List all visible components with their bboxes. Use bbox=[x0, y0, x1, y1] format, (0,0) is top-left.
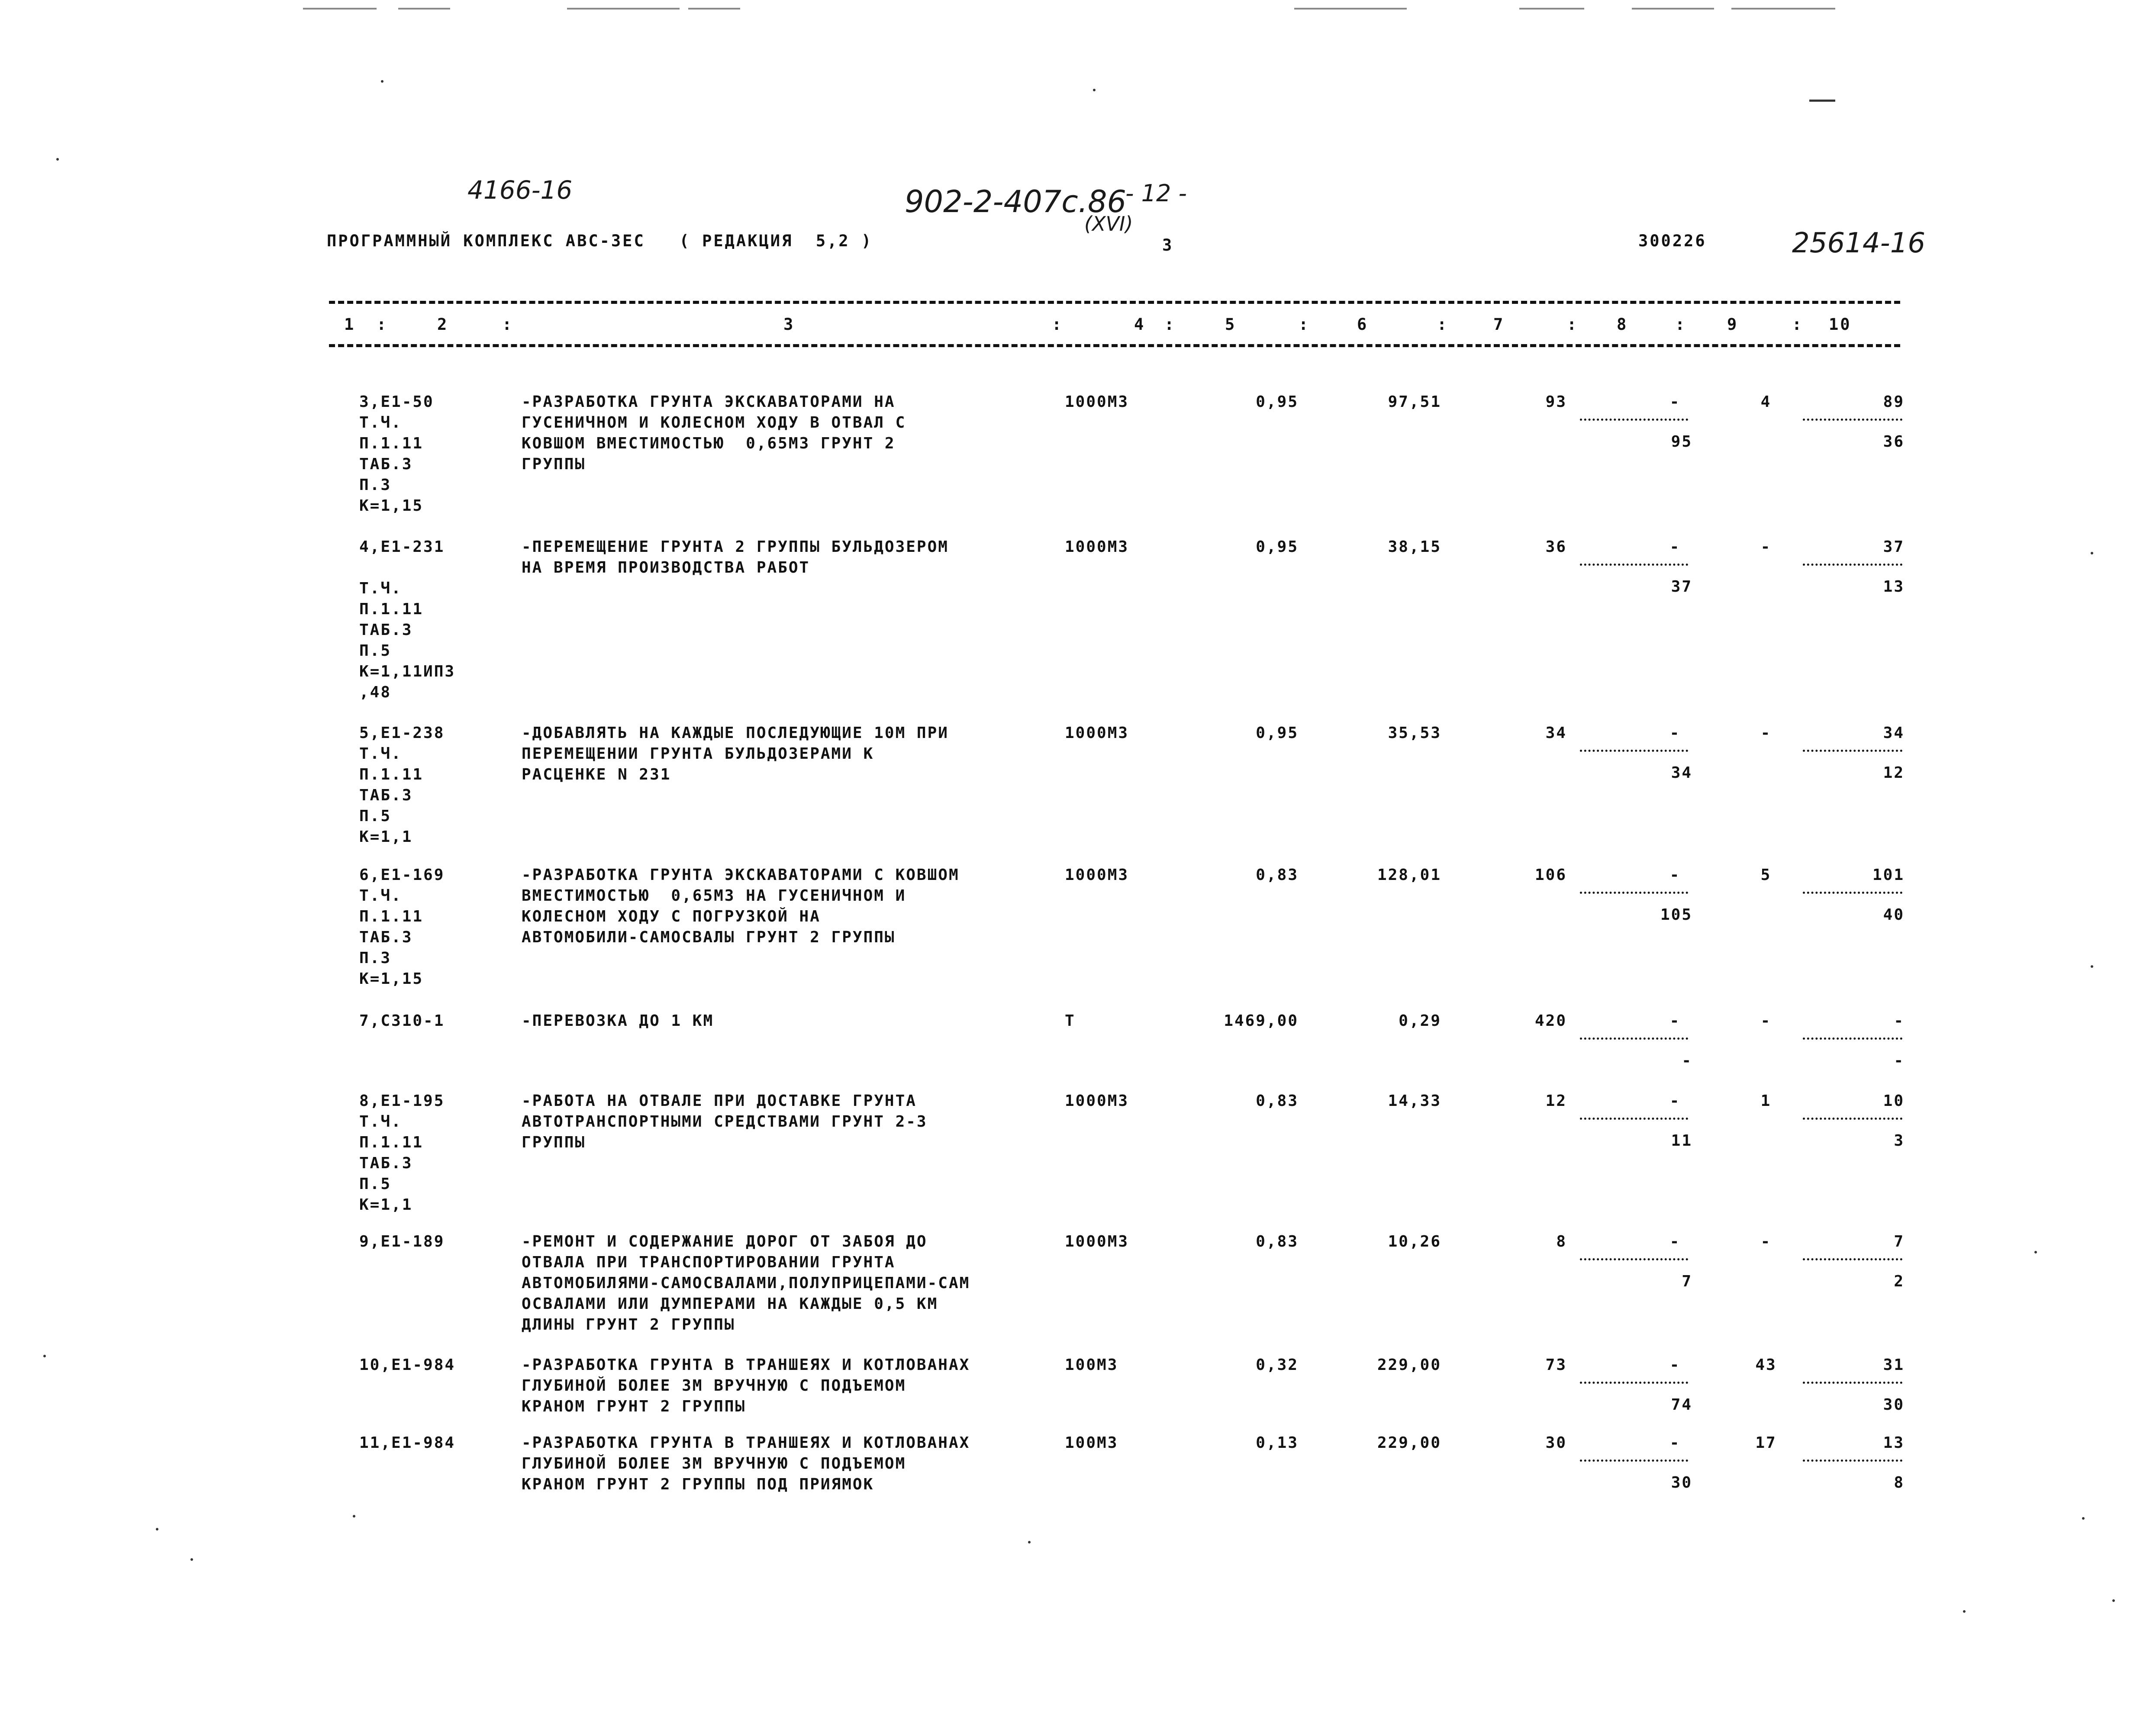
row-col8-bottom: 30 bbox=[1671, 1474, 1692, 1492]
row-description: -ПЕРЕМЕЩЕНИЕ ГРУНТА 2 ГРУППЫ БУЛЬДОЗЕРОМ НА ВРЕМЯ ПРОИЗВОДСТВА РАБОТ bbox=[522, 538, 949, 577]
col-separator-8: : bbox=[1792, 315, 1804, 334]
row-total: 73 bbox=[1545, 1356, 1567, 1374]
row-unit: 1000МЗ bbox=[1065, 1092, 1129, 1110]
fraction-line bbox=[1803, 1258, 1902, 1260]
col-separator-0: : bbox=[377, 315, 388, 334]
row-total: 12 bbox=[1545, 1092, 1567, 1110]
handwritten-doc-right: 25614-16 bbox=[1792, 227, 1926, 259]
row-col10-bottom: - bbox=[1894, 1052, 1905, 1070]
col-separator-4: : bbox=[1299, 315, 1310, 334]
row-col9: - bbox=[1760, 538, 1772, 556]
row-code: 11,Е1-984 bbox=[359, 1434, 456, 1452]
row-col10-top: 10 bbox=[1883, 1092, 1905, 1110]
row-unit-price: 229,00 bbox=[1377, 1434, 1441, 1452]
row-col10-top: 31 bbox=[1883, 1356, 1905, 1374]
col-separator-2: : bbox=[1052, 315, 1063, 334]
row-col10-top: 34 bbox=[1883, 724, 1905, 742]
fraction-line bbox=[1803, 419, 1902, 421]
row-col8-bottom: 95 bbox=[1671, 433, 1692, 451]
row-col9: 1 bbox=[1760, 1092, 1772, 1110]
handwritten-doc-center: 902-2-407c.86 bbox=[905, 184, 1127, 219]
row-unit: 1000МЗ bbox=[1065, 538, 1129, 556]
col-separator-1: : bbox=[502, 315, 514, 334]
fraction-line bbox=[1580, 564, 1688, 566]
row-unit: 1000МЗ bbox=[1065, 724, 1129, 742]
row-total: 420 bbox=[1534, 1012, 1567, 1030]
row-col9: - bbox=[1760, 1233, 1772, 1250]
row-quantity: 0,95 bbox=[1256, 724, 1299, 742]
row-description: -РАЗРАБОТКА ГРУНТА В ТРАНШЕЯХ И КОТЛОВАНАХ ГЛУБИНОЙ БОЛЕЕ 3М ВРУЧНУЮ С ПОДЪЕМОМ КРАНОМ ГРУНТ 2 ГРУППЫ bbox=[522, 1356, 970, 1415]
col-num: 3 bbox=[783, 315, 795, 334]
row-unit-price: 128,01 bbox=[1377, 866, 1441, 884]
col-num: 6 bbox=[1357, 315, 1369, 334]
row-unit-price: 38,15 bbox=[1388, 538, 1441, 556]
row-description: -РАЗРАБОТКА ГРУНТА ЭКСКАВАТОРАМИ С КОВШОМ ВМЕСТИМОСТЬЮ 0,65МЗ НА ГУСЕНИЧНОМ И КОЛЕСНОМ ХОДУ С ПОГРУЗКОЙ НА АВТОМОБИЛИ-САМОСВАЛЫ ГРУНТ 2 ГРУППЫ bbox=[522, 866, 960, 946]
row-col8-top: - bbox=[1669, 1356, 1681, 1374]
row-col10-bottom: 40 bbox=[1883, 906, 1905, 924]
handwritten-doc-center-sub: (XVI) bbox=[1084, 212, 1133, 235]
fraction-line bbox=[1580, 1460, 1688, 1462]
row-code: 3,Е1-50 Т.Ч. П.1.11 ТАБ.3 П.3 К=1,15 bbox=[359, 393, 434, 515]
fraction-line bbox=[1580, 1382, 1688, 1384]
row-col10-top: 89 bbox=[1883, 393, 1905, 411]
row-col9: 5 bbox=[1760, 866, 1772, 884]
row-col9: 43 bbox=[1755, 1356, 1777, 1374]
row-description: -ДОБАВЛЯТЬ НА КАЖДЫЕ ПОСЛЕДУЮЩИЕ 10М ПРИ ПЕРЕМЕЩЕНИИ ГРУНТА БУЛЬДОЗЕРАМИ К РАСЦЕНКЕ N 231 bbox=[522, 724, 949, 783]
row-total: 8 bbox=[1556, 1233, 1567, 1250]
fraction-line bbox=[1803, 750, 1902, 752]
row-col8-top: - bbox=[1669, 866, 1681, 884]
col-num: 7 bbox=[1493, 315, 1505, 334]
row-unit-price: 0,29 bbox=[1399, 1012, 1441, 1030]
row-col10-bottom: 12 bbox=[1883, 764, 1905, 782]
row-col8-bottom: 74 bbox=[1671, 1396, 1692, 1414]
row-code: 10,Е1-984 bbox=[359, 1356, 456, 1374]
row-code: 8,Е1-195 Т.Ч. П.1.11 ТАБ.3 П.5 К=1,1 bbox=[359, 1092, 445, 1214]
fraction-line bbox=[1803, 1037, 1902, 1040]
col-num: 5 bbox=[1225, 315, 1237, 334]
fraction-line bbox=[1803, 1382, 1902, 1384]
row-col10-top: 7 bbox=[1894, 1233, 1905, 1250]
row-col10-top: 37 bbox=[1883, 538, 1905, 556]
row-quantity: 0,95 bbox=[1256, 393, 1299, 411]
col-num: 2 bbox=[437, 315, 449, 334]
fraction-line bbox=[1803, 564, 1902, 566]
row-total: 36 bbox=[1545, 538, 1567, 556]
row-description: -РАЗРАБОТКА ГРУНТА ЭКСКАВАТОРАМИ НА ГУСЕНИЧНОМ И КОЛЕСНОМ ХОДУ В ОТВАЛ С КОВШОМ ВМЕСТИМОСТЬЮ 0,65МЗ ГРУНТ 2 ГРУППЫ bbox=[522, 393, 906, 473]
fraction-line bbox=[1580, 1037, 1688, 1040]
handwritten-doc-left: 4166-16 bbox=[467, 175, 573, 205]
row-unit-price: 10,26 bbox=[1388, 1233, 1441, 1250]
row-unit-price: 35,53 bbox=[1388, 724, 1441, 742]
row-unit: 1000МЗ bbox=[1065, 866, 1129, 884]
row-col8-top: - bbox=[1669, 724, 1681, 742]
row-col10-bottom: 13 bbox=[1883, 578, 1905, 596]
row-description: -РАЗРАБОТКА ГРУНТА В ТРАНШЕЯХ И КОТЛОВАНАХ ГЛУБИНОЙ БОЛЕЕ 3М ВРУЧНУЮ С ПОДЪЕМОМ КРАНОМ ГРУНТ 2 ГРУППЫ ПОД ПРИЯМОК bbox=[522, 1434, 970, 1493]
row-quantity: 1469,00 bbox=[1224, 1012, 1299, 1030]
row-unit: 100МЗ bbox=[1065, 1356, 1118, 1374]
col-separator-6: : bbox=[1567, 315, 1579, 334]
row-col10-bottom: 3 bbox=[1894, 1132, 1905, 1150]
row-col8-bottom: 105 bbox=[1660, 906, 1692, 924]
row-unit: 1000МЗ bbox=[1065, 1233, 1129, 1250]
fraction-line bbox=[1580, 750, 1688, 752]
row-col10-bottom: 36 bbox=[1883, 433, 1905, 451]
row-col9: 4 bbox=[1760, 393, 1772, 411]
page-number: 3 bbox=[1162, 236, 1174, 255]
row-total: 30 bbox=[1545, 1434, 1567, 1452]
row-unit: 1000МЗ bbox=[1065, 393, 1129, 411]
row-col8-top: - bbox=[1669, 1012, 1681, 1030]
fraction-line bbox=[1580, 892, 1688, 894]
row-col8-bottom: 34 bbox=[1671, 764, 1692, 782]
fraction-line bbox=[1580, 1118, 1688, 1120]
row-description: -РАБОТА НА ОТВАЛЕ ПРИ ДОСТАВКЕ ГРУНТА АВТОТРАНСПОРТНЫМИ СРЕДСТВАМИ ГРУНТ 2-3 ГРУППЫ bbox=[522, 1092, 928, 1151]
row-code: 9,Е1-189 bbox=[359, 1233, 445, 1250]
header-rule-top bbox=[329, 301, 1900, 304]
row-code: 5,Е1-238 Т.Ч. П.1.11 ТАБ.3 П.5 К=1,1 bbox=[359, 724, 445, 846]
row-col8-bottom: 37 bbox=[1671, 578, 1692, 596]
row-col10-bottom: 8 bbox=[1894, 1474, 1905, 1492]
row-quantity: 0,83 bbox=[1256, 1092, 1299, 1110]
row-col9: - bbox=[1760, 1012, 1772, 1030]
col-num: 10 bbox=[1829, 315, 1852, 334]
row-col8-bottom: 11 bbox=[1671, 1132, 1692, 1150]
header-rule-bottom bbox=[329, 344, 1900, 347]
row-total: 106 bbox=[1534, 866, 1567, 884]
row-col8-bottom: 7 bbox=[1682, 1273, 1692, 1290]
col-separator-3: : bbox=[1164, 315, 1176, 334]
row-quantity: 0,95 bbox=[1256, 538, 1299, 556]
row-code: 4,Е1-231 Т.Ч. П.1.11 ТАБ.3 П.5 К=1,11ИП3 ,48 bbox=[359, 538, 456, 701]
row-quantity: 0,83 bbox=[1256, 1233, 1299, 1250]
row-col10-bottom: 2 bbox=[1894, 1273, 1905, 1290]
col-separator-7: : bbox=[1675, 315, 1687, 334]
fraction-line bbox=[1803, 1460, 1902, 1462]
col-num: 8 bbox=[1617, 315, 1628, 334]
col-separator-5: : bbox=[1437, 315, 1449, 334]
fraction-line bbox=[1803, 892, 1902, 894]
handwritten-doc-center-suffix: - 12 - bbox=[1125, 180, 1187, 207]
row-col10-top: 101 bbox=[1872, 866, 1905, 884]
row-code: 6,Е1-169 Т.Ч. П.1.11 ТАБ.3 П.3 К=1,15 bbox=[359, 866, 445, 988]
row-quantity: 0,83 bbox=[1256, 866, 1299, 884]
fraction-line bbox=[1580, 1258, 1688, 1260]
row-total: 34 bbox=[1545, 724, 1567, 742]
col-num: 4 bbox=[1134, 315, 1146, 334]
row-col8-top: - bbox=[1669, 1434, 1681, 1452]
row-col8-top: - bbox=[1669, 1233, 1681, 1250]
row-total: 93 bbox=[1545, 393, 1567, 411]
row-unit-price: 97,51 bbox=[1388, 393, 1441, 411]
row-col8-top: - bbox=[1669, 538, 1681, 556]
row-col8-top: - bbox=[1669, 1092, 1681, 1110]
row-unit-price: 14,33 bbox=[1388, 1092, 1441, 1110]
row-unit-price: 229,00 bbox=[1377, 1356, 1441, 1374]
row-description: -РЕМОНТ И СОДЕРЖАНИЕ ДОРОГ ОТ ЗАБОЯ ДО ОТВАЛА ПРИ ТРАНСПОРТИРОВАНИИ ГРУНТА АВТОМОБИЛЯМИ-САМОСВАЛАМИ,ПОЛУПРИЦЕПАМИ-САМ ОСВАЛАМИ ИЛИ ДУМПЕРАМИ НА КАЖДЫЕ 0,5 КМ ДЛИНЫ ГРУНТ 2 ГРУППЫ bbox=[522, 1233, 970, 1334]
col-num: 1 bbox=[344, 315, 356, 334]
program-header: ПРОГРАММНЫЙ КОМПЛЕКС АВС-ЗЕС ( РЕДАКЦИЯ 5,2 ) bbox=[327, 232, 873, 250]
col-num: 9 bbox=[1727, 315, 1739, 334]
fraction-line bbox=[1580, 419, 1688, 421]
fraction-line bbox=[1803, 1118, 1902, 1120]
row-unit: Т bbox=[1065, 1012, 1076, 1030]
document-code: 300226 bbox=[1638, 232, 1707, 250]
row-col8-bottom: - bbox=[1682, 1052, 1692, 1070]
row-col9: 17 bbox=[1755, 1434, 1777, 1452]
row-unit: 100МЗ bbox=[1065, 1434, 1118, 1452]
row-col8-top: - bbox=[1669, 393, 1681, 411]
row-code: 7,С310-1 bbox=[359, 1012, 445, 1030]
row-col10-top: - bbox=[1894, 1012, 1905, 1030]
row-quantity: 0,32 bbox=[1256, 1356, 1299, 1374]
row-quantity: 0,13 bbox=[1256, 1434, 1299, 1452]
row-col9: - bbox=[1760, 724, 1772, 742]
row-col10-bottom: 30 bbox=[1883, 1396, 1905, 1414]
row-description: -ПЕРЕВОЗКА ДО 1 КМ bbox=[522, 1012, 714, 1030]
row-col10-top: 13 bbox=[1883, 1434, 1905, 1452]
